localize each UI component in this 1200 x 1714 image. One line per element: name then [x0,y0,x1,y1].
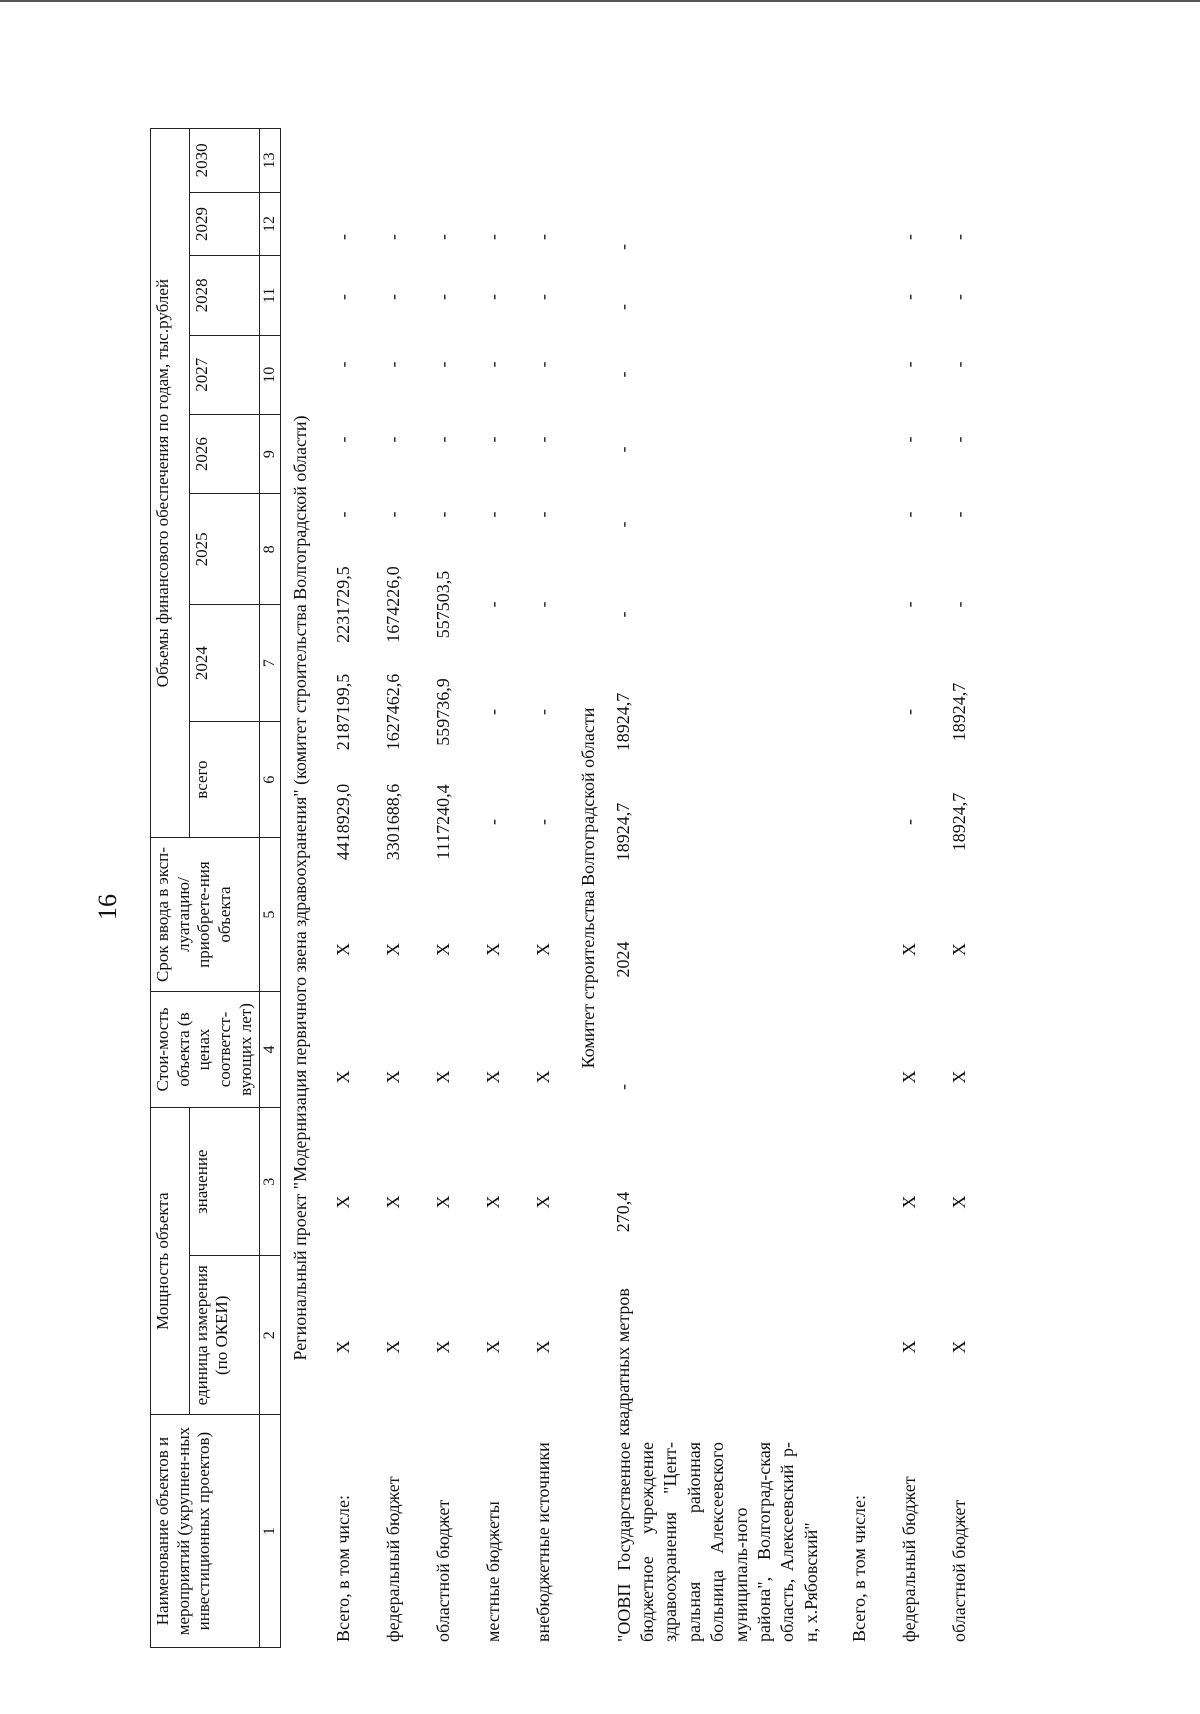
row-2026: - [382,511,403,518]
row-term: Х [332,943,353,956]
table-row [935,128,985,1648]
header-capacity: Мощность объекта [151,1108,190,1415]
col-number: 7 [259,605,280,721]
col-number: 5 [259,838,280,991]
row-value: Х [949,1195,970,1209]
row-term: Х [532,943,553,956]
row-2028: - [482,361,503,368]
row-name: областной бюджет [949,1499,970,1642]
header-year: 2024 [189,605,259,721]
row-unit: Х [949,1340,970,1354]
row-2027: - [532,436,553,443]
header-name: Наименование объектов и мероприятий (укрупнен-ных инвестиционных проектов) [151,1415,260,1648]
header-year: 2030 [189,129,259,193]
header-total: всего [189,721,259,837]
object-2026: - [612,521,633,528]
row-2029: - [899,294,920,300]
object-total: 18924,7 [612,802,633,862]
row-name: областной бюджет [432,1499,453,1642]
row-2030: - [482,234,503,240]
row-2025: 1674226,0 [382,566,403,643]
row-2026: - [482,511,503,518]
row-value: Х [382,1195,403,1209]
row-2030: - [532,234,553,240]
row-2028: - [949,361,970,368]
row-name: Всего, в том числе: [849,1495,870,1642]
col-number: 3 [259,1108,280,1256]
row-cost: Х [332,1070,353,1084]
row-2024: 18924,7 [949,682,970,742]
row-2030: - [949,234,970,240]
row-total: 4418929,0 [332,783,353,861]
row-name: Всего, в том числе: [332,1495,353,1642]
row-total: - [482,819,503,825]
row-2027: - [382,436,403,443]
row-2026: - [949,511,970,518]
row-2025: - [899,601,920,608]
table-row [885,128,935,1648]
col-number: 2 [259,1256,280,1415]
row-cost: Х [899,1070,920,1084]
row-total: 3301688,6 [382,783,403,861]
row-unit: Х [332,1340,353,1354]
object-2028: - [612,371,633,378]
row-cost: Х [532,1070,553,1084]
row-2027: - [482,436,503,443]
row-2028: - [432,361,453,368]
row-2029: - [949,294,970,300]
header-year: 2027 [189,335,259,414]
row-2027: - [949,436,970,443]
object-value: 270,4 [612,1191,633,1233]
row-term: Х [482,943,503,956]
row-2024: - [532,709,553,715]
section1-caption: Региональный проект "Модернизация первичного звена здравоохранения" (комитет строительства Волгоградской области) [289,415,310,1361]
row-2027: - [432,436,453,443]
row-name: федеральный бюджет [899,1476,920,1642]
row-total: 1117240,4 [432,784,453,860]
table-row [369,128,419,1648]
row-2030: - [382,234,403,240]
table-row [469,128,519,1648]
document-table [150,128,1170,1648]
col-number: 13 [259,129,280,193]
section1-rows [319,128,569,1648]
col-number: 11 [259,256,280,335]
header-term: Срок ввода в эксп-луатацию/ приобрете-ния объекта [151,838,260,991]
row-unit: Х [432,1340,453,1354]
row-2030: - [432,234,453,240]
object-2024: 18924,7 [612,692,633,752]
header-year: 2028 [189,256,259,335]
row-value: Х [899,1195,920,1209]
row-2026: - [532,511,553,518]
row-2024: 2187199,5 [332,673,353,751]
row-2028: - [382,361,403,368]
row-2028: - [899,361,920,368]
row-2029: - [332,294,353,300]
row-total: - [899,819,920,825]
row-2024: 559736,9 [432,678,453,746]
table-row [519,128,569,1648]
row-term: Х [382,943,403,956]
row-value: Х [332,1195,353,1209]
object-name: "ООВП Государственное бюджетное учреждение здравоохранения "Цент-ральная районная больница Алексеевского муниципаль-ного района", Волгоград-ская область, Алексеевский р-н, х.Рябовский" [613,1442,821,1642]
table-row [319,128,369,1648]
header-year: 2029 [189,192,259,256]
header-year: 2025 [189,494,259,605]
row-2029: - [482,294,503,300]
row-2026: - [899,511,920,518]
object-unit: квадратных метров [612,1288,633,1436]
row-cost: Х [949,1070,970,1084]
row-2024: 1627462,6 [382,673,403,751]
row-2029: - [432,294,453,300]
object-term: 2024 [612,941,633,978]
table-header [150,128,281,1648]
row-2025: 557503,5 [432,570,453,639]
row-2025: - [482,601,503,608]
row-2030: - [332,234,353,240]
row-cost: Х [482,1070,503,1084]
object-2027: - [612,446,633,453]
col-number: 10 [259,335,280,414]
header-value: значение [189,1108,259,1256]
row-term: Х [949,943,970,956]
col-number: 12 [259,192,280,256]
col-number: 9 [259,414,280,493]
row-unit: Х [899,1340,920,1354]
row-name: внебюджетные источники [532,1442,553,1642]
row-2027: - [332,436,353,443]
row-2029: - [532,294,553,300]
col-number: 1 [259,1415,280,1648]
row-2025: 2231729,5 [332,566,353,643]
row-2024: - [899,709,920,715]
object-2029: - [612,304,633,310]
object-cost: - [612,1084,633,1090]
object-row [613,128,824,1648]
object-2025: - [612,611,633,618]
row-2030: - [899,234,920,240]
table-row [419,128,469,1648]
row-2026: - [332,511,353,518]
row-2025: - [532,601,553,608]
row-name: местные бюджеты [482,1501,503,1642]
header-year: 2026 [189,414,259,493]
row-2028: - [332,361,353,368]
header-funding: Объемы финансового обеспечения по годам, тыс.рублей [151,129,190,838]
row-unit: Х [532,1340,553,1354]
row-cost: Х [432,1070,453,1084]
page-number: 16 [93,894,122,920]
row-value: Х [532,1195,553,1209]
section2-rows [835,128,985,1648]
row-value: Х [482,1195,503,1209]
table-row [835,128,885,1648]
row-2026: - [432,511,453,518]
row-value: Х [432,1195,453,1209]
scan-border [0,0,1200,2]
row-2024: - [482,709,503,715]
col-number: 8 [259,494,280,605]
col-number: 4 [259,991,280,1107]
row-2028: - [532,361,553,368]
row-cost: Х [382,1070,403,1084]
row-2027: - [899,436,920,443]
row-2025: - [949,601,970,608]
row-term: Х [432,943,453,956]
header-cost: Стои-мость объекта (в ценах соответст-вующих лет) [151,991,260,1107]
section2-caption: Комитет строительства Волгоградской области [577,707,598,1069]
row-unit: Х [482,1340,503,1354]
row-unit: Х [382,1340,403,1354]
row-term: Х [899,943,920,956]
row-total: 18924,7 [949,792,970,852]
object-2030: - [612,244,633,250]
row-2029: - [382,294,403,300]
header-unit: единица измерения (по ОКЕИ) [189,1256,259,1415]
col-number: 6 [259,721,280,837]
row-total: - [532,819,553,825]
row-name: федеральный бюджет [382,1476,403,1642]
